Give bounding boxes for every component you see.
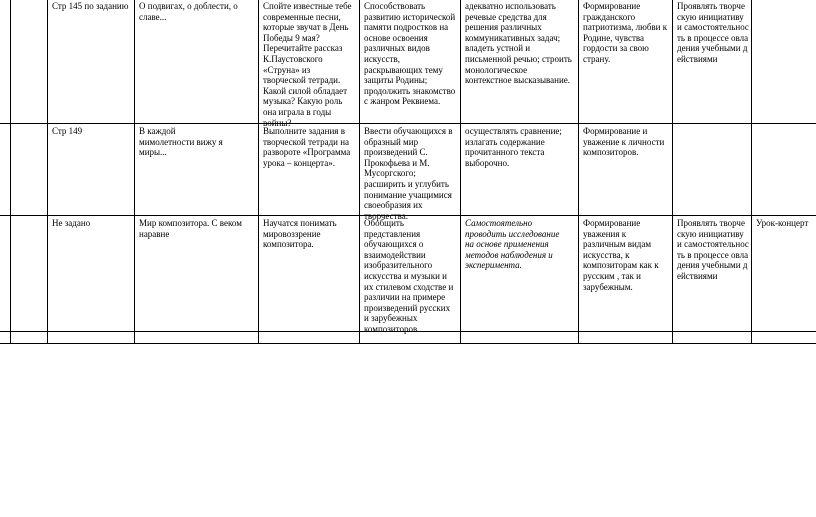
row1-topic: О подвигах, о доблести, о славе... (139, 1, 238, 22)
row2-page: Стр 149 (52, 126, 83, 136)
row2-task: Выполните задания в творческой тетради на развороте «Программа урока – концерта». (263, 126, 351, 168)
row1-regulative: Проявлять творческую инициативу и самостоятельность в процессе овладения учебными действиями (677, 1, 749, 64)
row1-activity: Способствовать развитию исторической памяти подростков на основе освоения различных видов искусств, раскрывающих тему защиты Родины; продолжить знакомство с жанром Реквиема. (364, 1, 456, 107)
row2-competence: осуществлять сравнение; излагать содержание прочитанного текста выборочно. (465, 126, 562, 168)
row1-personal: Формирование гражданского патриотизма, любви к Родине, чувства гордости за свою страну. (583, 1, 668, 64)
row2-topic: В каждой мимолетности вижу я миры... (139, 126, 223, 158)
row3-regulative: Проявлять творческую инициативу и самостоятельность в процессе овладения учебными действиями (677, 218, 749, 281)
column-divider (10, 0, 11, 344)
column-divider (47, 0, 48, 344)
row1-competence: адекватно использовать речевые средства для решения различных коммуникативных задач; владеть устной и письменной речью; строить монологическое контекстное высказывание. (465, 1, 572, 86)
row1-task: Спойте известные тебе современные песни, которые звучат в День Победы 9 мая? Перечитайте рассказ К.Паустовского «Струна» из творческой тетради. Какой силой обладает музыка? Какую роль она играла в годы войны? (263, 1, 352, 128)
column-divider (460, 0, 461, 344)
column-divider (751, 0, 752, 344)
row3-competence: Самостоятельно проводить исследование на основе применения методов наблюдения и эксперимента. (465, 218, 560, 271)
column-divider (672, 0, 673, 344)
row3-form: Урок-концерт (756, 218, 809, 228)
column-divider (578, 0, 579, 344)
row3-page: Не задано (52, 218, 91, 228)
column-divider (359, 0, 360, 344)
row-divider (0, 343, 816, 344)
row3-topic: Мир композитора. С веком наравне (139, 218, 242, 239)
row3-personal: Формирование уважения к различным видам искусства, к композиторам как к русским , так и зарубежным. (583, 218, 659, 292)
column-divider (258, 0, 259, 344)
column-divider (134, 0, 135, 344)
row-divider (0, 123, 816, 124)
row1-page: Стр 145 по заданию (52, 1, 129, 11)
row2-activity: Ввести обучающихся в образный мир произведений С. Прокофьева и М. Мусоргского; расширить и углубить понимание учащимися своеобразия их творчества. (364, 126, 453, 221)
row2-personal: Формирование и уважение к личности композиторов. (583, 126, 665, 158)
row3-activity: Обобщить представления обучающихся о взаимодействии изобразительного искусства и музыки и их стилевом сходстве и различии на примере произведений русских и зарубежных композиторов. (364, 218, 454, 334)
row3-task: Научатся понимать мировоззрение композитора. (263, 218, 337, 250)
